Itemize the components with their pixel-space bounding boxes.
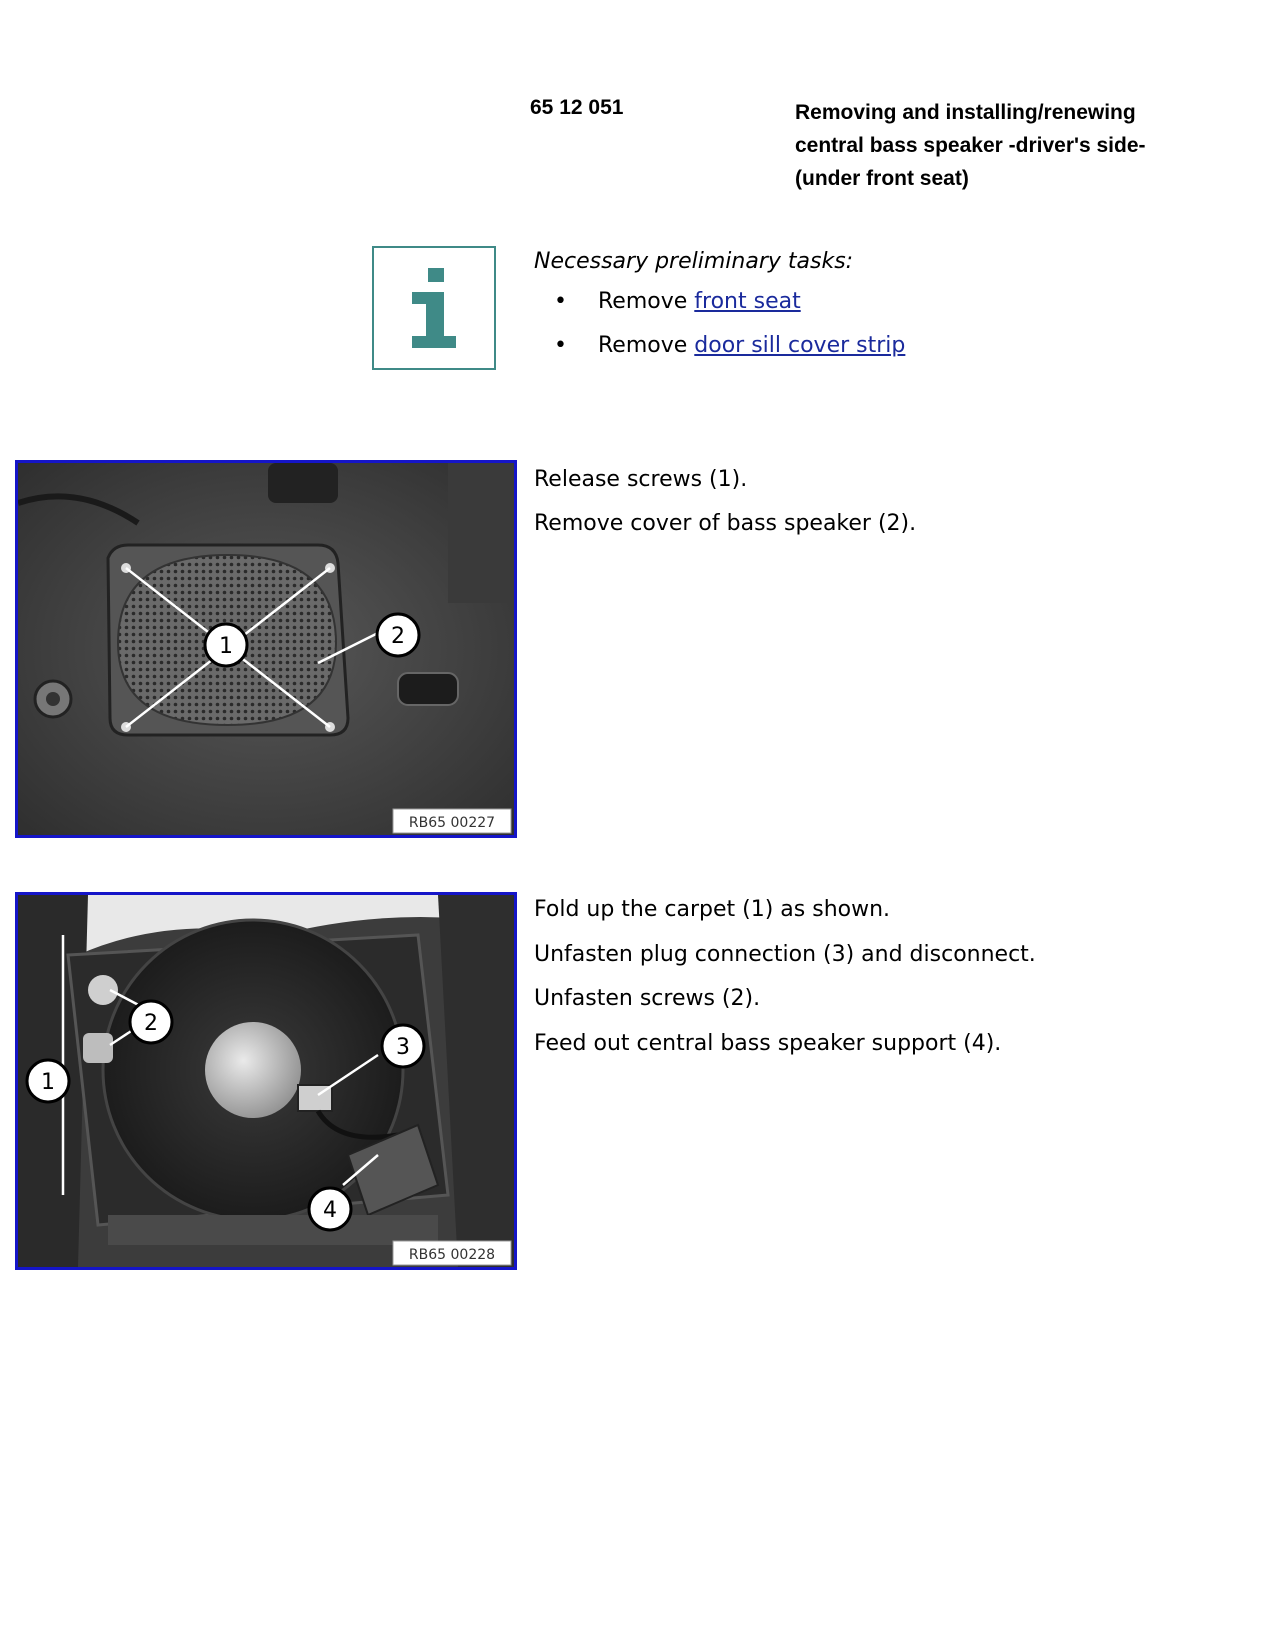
callout-2 <box>130 1001 172 1043</box>
prelim-prefix: Remove <box>598 333 695 358</box>
callout-3 <box>382 1025 424 1067</box>
step-text: Fold up the carpet (1) as shown. <box>534 897 891 922</box>
door-sill-cover-strip-link[interactable]: door sill cover strip <box>694 333 906 358</box>
callout-number: 4 <box>323 1198 337 1223</box>
step-text: Unfasten screws (2). <box>534 986 761 1011</box>
info-icon <box>372 246 496 370</box>
callout-number: 2 <box>144 1011 158 1036</box>
prelim-prefix: Remove <box>598 289 695 314</box>
prelim-item <box>554 289 801 314</box>
callout-number: 3 <box>396 1035 410 1060</box>
front-seat-link[interactable]: front seat <box>694 289 801 314</box>
bullet-dot: • <box>554 289 567 314</box>
figure-label-text: RB65 00228 <box>408 1247 496 1263</box>
callout-number: 1 <box>219 634 233 659</box>
prelim-item <box>554 333 905 358</box>
prelim-heading: Necessary preliminary tasks: <box>534 249 854 274</box>
document-code: 65 12 051 <box>530 96 624 119</box>
callout-number: 2 <box>391 624 405 649</box>
figure-label-text: RB65 00227 <box>408 815 496 831</box>
callout-number: 1 <box>41 1070 55 1095</box>
title-line: (under front seat) <box>795 167 969 190</box>
bullet-dot: • <box>554 333 567 358</box>
step-text: Remove cover of bass speaker (2). <box>534 511 917 536</box>
figure-label <box>393 1241 511 1265</box>
figure-label <box>393 809 511 833</box>
callout-1 <box>27 1060 69 1102</box>
callout-2 <box>377 614 419 656</box>
title-line: central bass speaker -driver's side- <box>795 134 1146 157</box>
document-title <box>795 96 1215 195</box>
step-text: Feed out central bass speaker support (4). <box>534 1031 1002 1056</box>
figure-speaker-cover <box>15 460 517 838</box>
callout-4 <box>309 1188 351 1230</box>
step-text: Unfasten plug connection (3) and disconnect. <box>534 942 1036 967</box>
step-text: Release screws (1). <box>534 467 748 492</box>
title-line: Removing and installing/renewing <box>795 101 1136 124</box>
figure-bass-speaker <box>15 892 517 1270</box>
callout-1 <box>205 624 247 666</box>
